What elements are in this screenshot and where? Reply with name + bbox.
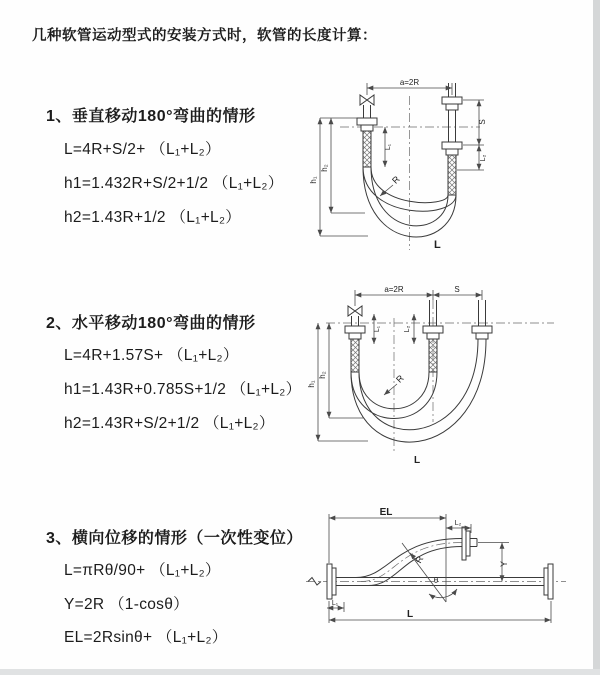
scan-edge-bottom <box>0 669 600 675</box>
section1-formula-h1: h1=1.432R+S/2+1/2 （L₁+L₂） <box>64 175 284 192</box>
section1-heading: 1、垂直移动180°弯曲的情形 <box>46 108 256 125</box>
section3-formula-el: EL=2Rsinθ+ （L₁+L₂） <box>64 629 228 646</box>
dim-label-s: S <box>478 119 487 125</box>
dim-label-h1: h₁ <box>309 176 318 184</box>
dim-label-s: S <box>454 285 460 294</box>
left-fitting <box>357 105 377 167</box>
upper-right-flange <box>462 527 477 560</box>
section2-formula-h2: h2=1.43R+S/2+1/2 （L₁+L₂） <box>64 415 275 432</box>
dim-label-h2: h₂ <box>318 371 327 379</box>
page-title: 几种软管运动型式的安装方式时，软管的长度计算： <box>32 28 377 44</box>
section2-heading: 2、水平移动180°弯曲的情形 <box>46 315 256 332</box>
dim-label-l2: L₂ <box>404 325 411 333</box>
dim-label-h1: h₁ <box>307 380 316 388</box>
left-fitting <box>345 316 365 372</box>
centerlines <box>326 300 554 452</box>
dim-label-y: Y <box>499 560 509 568</box>
dim-label-el: EL <box>379 507 393 518</box>
braided-hose-section <box>429 339 437 372</box>
valve-icon <box>360 95 374 105</box>
dim-label-l1: L₁ <box>374 325 381 333</box>
diagram-lateral-displacement <box>298 502 598 652</box>
radius-label: R <box>413 554 426 565</box>
right-fitting <box>442 83 462 195</box>
section3-heading: 3、横向位移的情形（一次性变位） <box>46 530 303 547</box>
dimensions <box>307 285 482 466</box>
dim-label-a2r: a=2R <box>384 285 404 294</box>
right-flange <box>544 564 553 599</box>
scan-edge-right <box>593 0 600 675</box>
section2-formula-l: L=4R+1.57S+ （L₁+L₂） <box>64 347 239 364</box>
radius-label: R <box>394 373 406 385</box>
dim-label-l2: L₂ <box>454 520 462 527</box>
angle-construction <box>402 514 457 602</box>
right-fitting-moved <box>472 300 492 339</box>
radius-label: R <box>390 174 402 186</box>
diagram-vertical-180-bend <box>309 70 522 266</box>
dim-label-a2r: a=2R <box>399 78 420 87</box>
dim-label-l: L <box>406 609 414 620</box>
hose-curves <box>351 339 486 442</box>
braided-hose-section <box>363 131 371 167</box>
section3-formula-l: L=πRθ/90+ （L₁+L₂） <box>64 562 221 579</box>
braided-hose-section <box>351 339 359 372</box>
angle-label: θ <box>433 576 439 585</box>
length-label: L <box>434 239 441 251</box>
dim-label-l1: L₁ <box>385 143 392 151</box>
left-flange <box>327 564 336 599</box>
diagram-horizontal-180-bend <box>308 280 573 472</box>
dim-label-l2: L₂ <box>480 154 487 162</box>
section3-formula-y: Y=2R （1-cosθ） <box>64 596 189 613</box>
dim-label-h2: h₂ <box>320 164 329 172</box>
dimensions <box>327 507 551 623</box>
braided-hose-section <box>448 155 456 195</box>
valve-icon <box>348 306 362 316</box>
middle-fitting <box>423 300 443 372</box>
section1-formula-l: L=4R+S/2+ （L₁+L₂） <box>64 141 221 158</box>
dim-label-l1: L₁ <box>331 600 339 607</box>
section2-formula-h1: h1=1.43R+0.785S+1/2 （L₁+L₂） <box>64 381 302 398</box>
section1-formula-h2: h2=1.43R+1/2 （L₁+L₂） <box>64 209 242 226</box>
length-label: L <box>414 455 421 466</box>
